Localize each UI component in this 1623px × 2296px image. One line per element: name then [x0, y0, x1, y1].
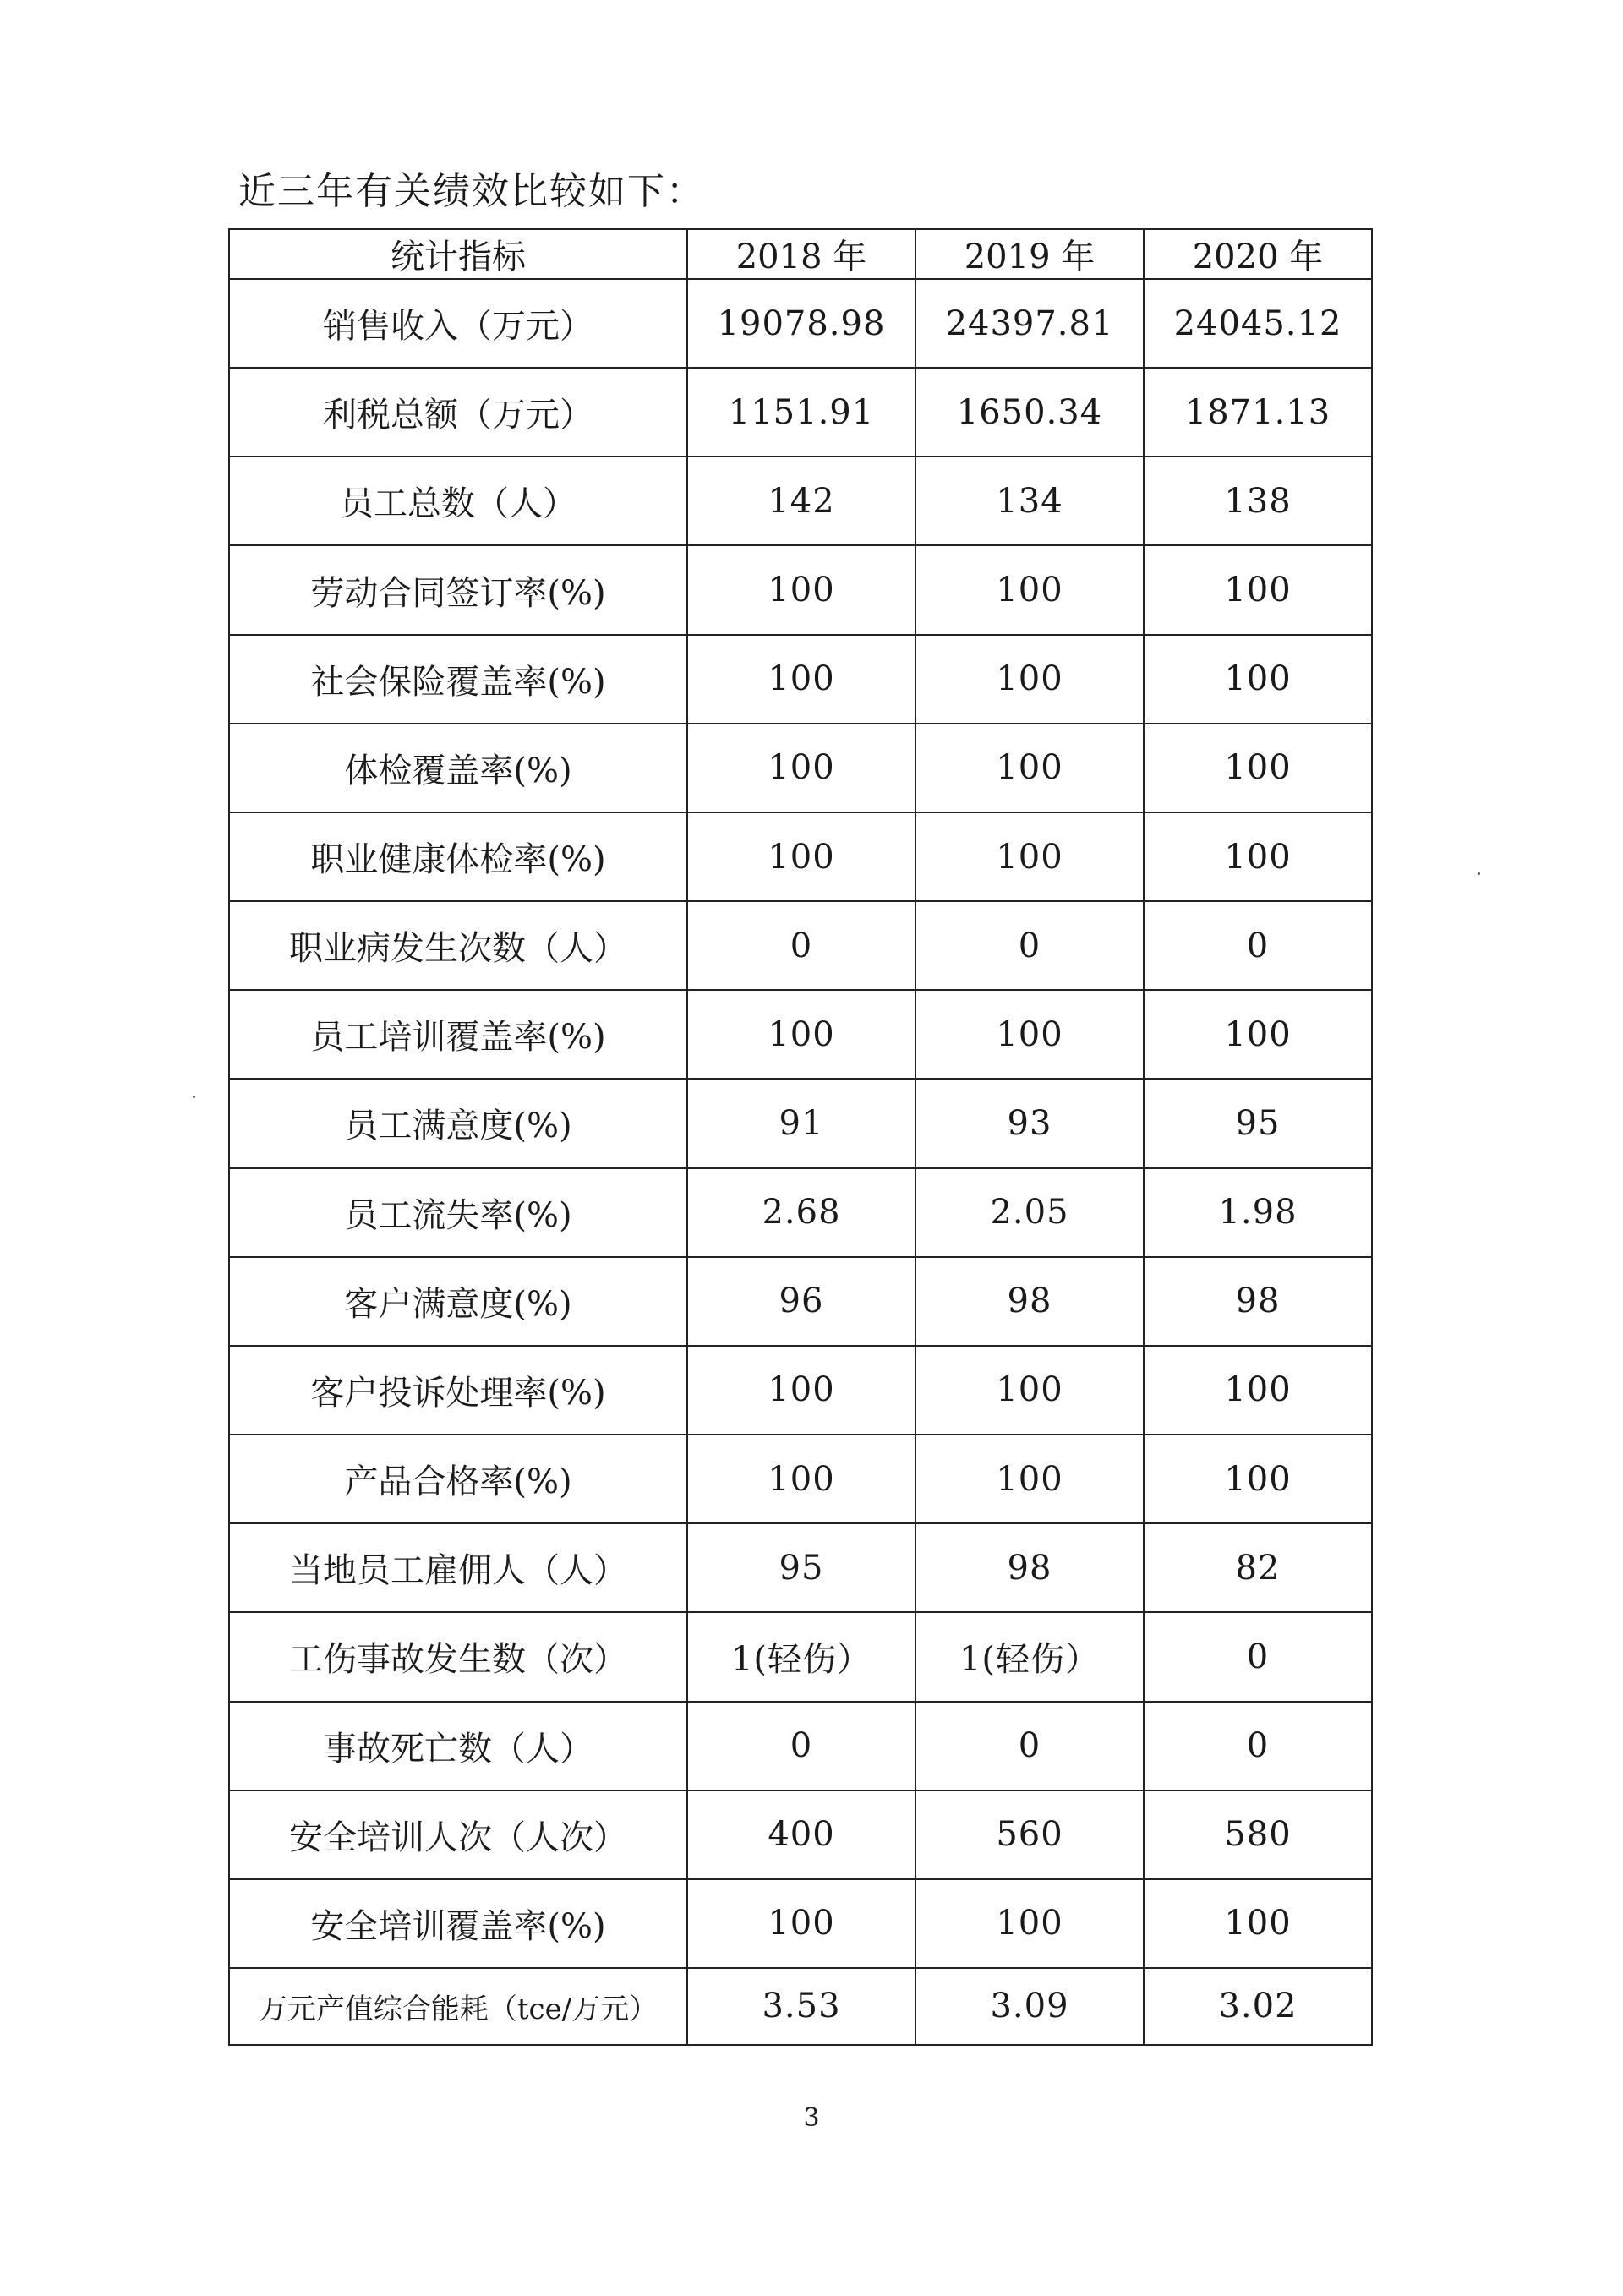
- cell-value: 100: [687, 635, 915, 724]
- cell-value: 100: [1144, 635, 1372, 724]
- cell-value: 100: [915, 545, 1144, 634]
- row-label: 安全培训覆盖率(%): [229, 1879, 687, 1968]
- cell-value: 3.02: [1144, 1968, 1372, 2045]
- cell-value: 100: [915, 635, 1144, 724]
- cell-value: 100: [687, 545, 915, 634]
- table-row: [229, 1879, 1372, 1968]
- table-row: [229, 456, 1372, 545]
- row-label: 员工总数（人）: [229, 456, 687, 545]
- cell-value: 100: [687, 724, 915, 812]
- cell-value: 1650.34: [915, 368, 1144, 456]
- cell-value: 2.68: [687, 1168, 915, 1257]
- row-label: 安全培训人次（人次）: [229, 1790, 687, 1879]
- cell-value: 1.98: [1144, 1168, 1372, 1257]
- cell-value: 98: [1144, 1257, 1372, 1346]
- table-row: [229, 545, 1372, 634]
- row-label: 体检覆盖率(%): [229, 724, 687, 812]
- table-row: [229, 1346, 1372, 1435]
- table-row: [229, 724, 1372, 812]
- table-row: [229, 368, 1372, 456]
- table-row: [229, 812, 1372, 901]
- cell-value: 0: [915, 1702, 1144, 1790]
- scan-speck: [1478, 872, 1480, 875]
- cell-value: 98: [915, 1523, 1144, 1612]
- row-label: 利税总额（万元）: [229, 368, 687, 456]
- cell-value: 100: [915, 1346, 1144, 1435]
- cell-value: 95: [1144, 1079, 1372, 1167]
- cell-value: 3.09: [915, 1968, 1144, 2045]
- cell-value: 400: [687, 1790, 915, 1879]
- table-row: [229, 279, 1372, 368]
- cell-value: 138: [1144, 456, 1372, 545]
- cell-value: 19078.98: [687, 279, 915, 368]
- row-label: 当地员工雇佣人（人）: [229, 1523, 687, 1612]
- row-label: 产品合格率(%): [229, 1435, 687, 1523]
- cell-value: 3.53: [687, 1968, 915, 2045]
- row-label: 万元产值综合能耗（tce/万元）: [229, 1968, 687, 2045]
- cell-value: 100: [687, 812, 915, 901]
- cell-value: 2.05: [915, 1168, 1144, 1257]
- table-row: [229, 1435, 1372, 1523]
- cell-value: 0: [915, 901, 1144, 990]
- cell-value: 100: [1144, 990, 1372, 1079]
- cell-value: 1871.13: [1144, 368, 1372, 456]
- row-label: 社会保险覆盖率(%): [229, 635, 687, 724]
- table-row: [229, 1168, 1372, 1257]
- table-row: [229, 1702, 1372, 1790]
- cell-value: 100: [915, 724, 1144, 812]
- row-label: 客户满意度(%): [229, 1257, 687, 1346]
- cell-value: 100: [915, 990, 1144, 1079]
- header-year-2020: 2020 年: [1144, 229, 1372, 279]
- cell-value: 100: [687, 1435, 915, 1523]
- cell-value: 0: [1144, 901, 1372, 990]
- header-year-2019: 2019 年: [915, 229, 1144, 279]
- cell-value: 142: [687, 456, 915, 545]
- cell-value: 560: [915, 1790, 1144, 1879]
- table-row: [229, 901, 1372, 990]
- cell-value: 82: [1144, 1523, 1372, 1612]
- table-body: [229, 279, 1372, 2045]
- cell-value: 100: [915, 1879, 1144, 1968]
- row-label: 员工满意度(%): [229, 1079, 687, 1167]
- cell-value: 100: [687, 1879, 915, 1968]
- table-header-row: [229, 229, 1372, 279]
- intro-text: 近三年有关绩效比较如下：: [238, 170, 705, 213]
- cell-value: 1151.91: [687, 368, 915, 456]
- cell-value: 0: [687, 1702, 915, 1790]
- cell-value: 95: [687, 1523, 915, 1612]
- row-label: 事故死亡数（人）: [229, 1702, 687, 1790]
- header-year-2018: 2018 年: [687, 229, 915, 279]
- table-row: [229, 1523, 1372, 1612]
- row-label: 员工培训覆盖率(%): [229, 990, 687, 1079]
- cell-value: 100: [915, 1435, 1144, 1523]
- cell-value: 1(轻伤）: [687, 1612, 915, 1701]
- table-row: [229, 1257, 1372, 1346]
- table-row: [229, 1612, 1372, 1701]
- row-label: 职业病发生次数（人）: [229, 901, 687, 990]
- performance-table: [228, 228, 1373, 2046]
- table-row: [229, 1968, 1372, 2045]
- cell-value: 100: [1144, 1346, 1372, 1435]
- row-label: 工伤事故发生数（次）: [229, 1612, 687, 1701]
- cell-value: 580: [1144, 1790, 1372, 1879]
- table-row: [229, 990, 1372, 1079]
- cell-value: 100: [687, 990, 915, 1079]
- cell-value: 100: [1144, 812, 1372, 901]
- table-row: [229, 1790, 1372, 1879]
- row-label: 职业健康体检率(%): [229, 812, 687, 901]
- cell-value: 93: [915, 1079, 1144, 1167]
- cell-value: 91: [687, 1079, 915, 1167]
- table-row: [229, 1079, 1372, 1167]
- cell-value: 100: [1144, 545, 1372, 634]
- cell-value: 98: [915, 1257, 1144, 1346]
- row-label: 员工流失率(%): [229, 1168, 687, 1257]
- cell-value: 100: [687, 1346, 915, 1435]
- cell-value: 100: [1144, 1435, 1372, 1523]
- row-label: 劳动合同签订率(%): [229, 545, 687, 634]
- cell-value: 0: [1144, 1702, 1372, 1790]
- cell-value: 24397.81: [915, 279, 1144, 368]
- cell-value: 100: [1144, 724, 1372, 812]
- cell-value: 96: [687, 1257, 915, 1346]
- row-label: 销售收入（万元）: [229, 279, 687, 368]
- cell-value: 100: [915, 812, 1144, 901]
- row-label: 客户投诉处理率(%): [229, 1346, 687, 1435]
- cell-value: 0: [687, 901, 915, 990]
- header-indicator: 统计指标: [229, 229, 687, 279]
- scan-speck: [193, 1096, 195, 1098]
- cell-value: 1(轻伤）: [915, 1612, 1144, 1701]
- table-row: [229, 635, 1372, 724]
- cell-value: 100: [1144, 1879, 1372, 1968]
- cell-value: 0: [1144, 1612, 1372, 1701]
- cell-value: 134: [915, 456, 1144, 545]
- cell-value: 24045.12: [1144, 279, 1372, 368]
- page-number: 3: [803, 2103, 820, 2133]
